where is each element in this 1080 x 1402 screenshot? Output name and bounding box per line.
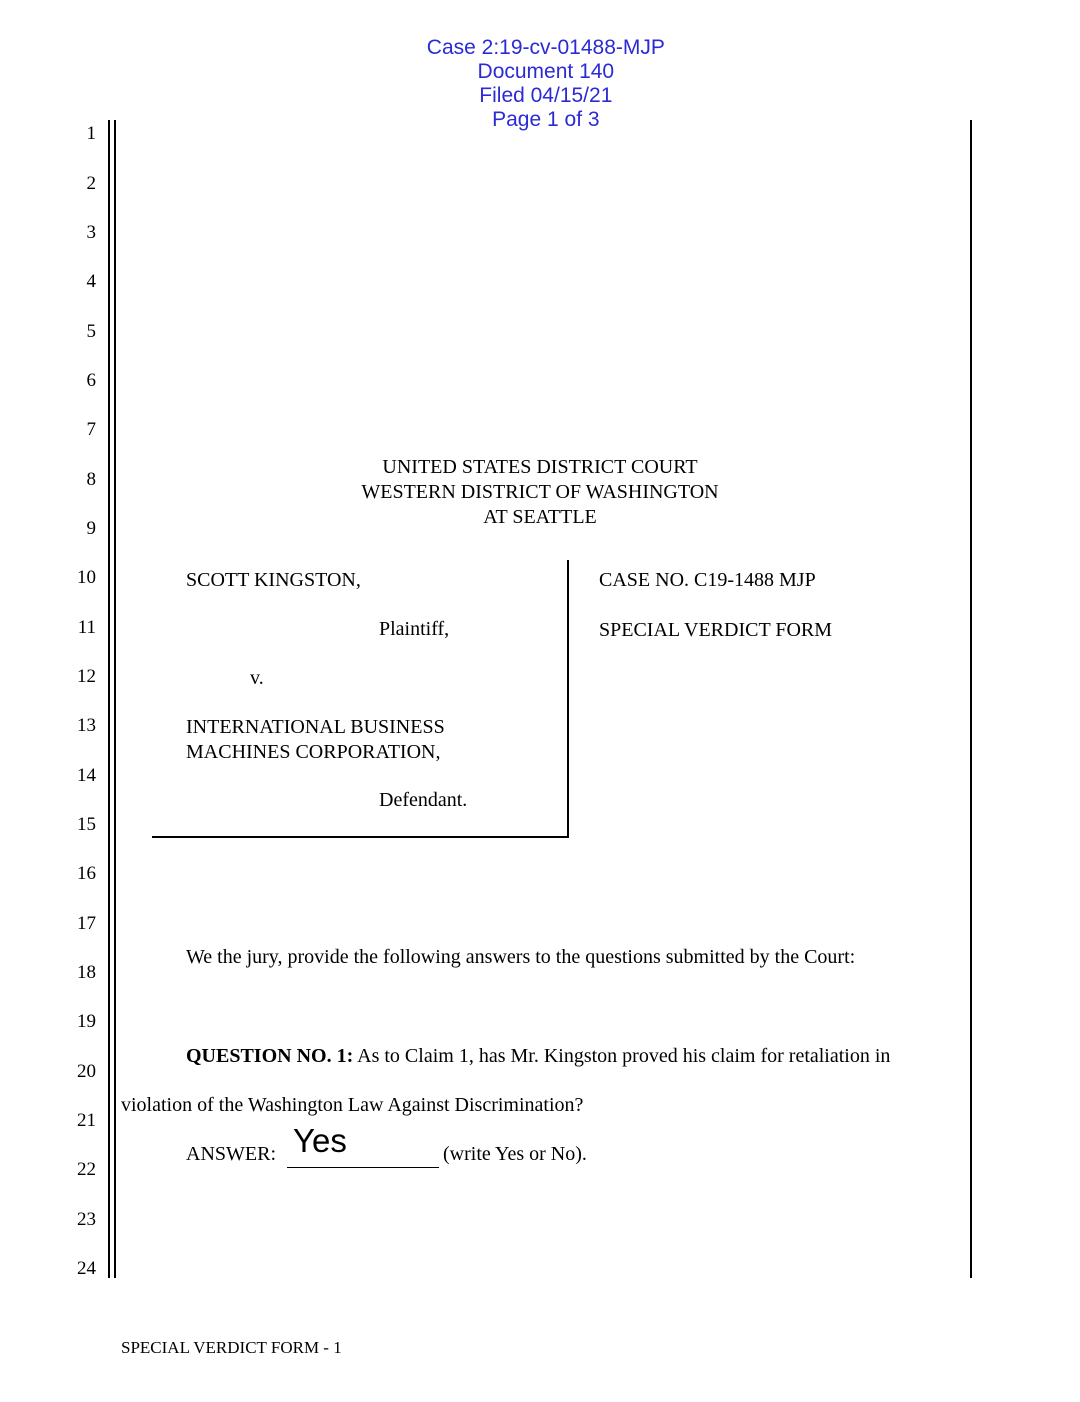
line-number: 9 [86, 518, 96, 539]
line-number: 7 [86, 419, 96, 440]
ecf-document-number: Document 140 [477, 60, 615, 83]
court-location: AT SEATTLE [483, 506, 597, 528]
question-1-line1 [186, 1045, 890, 1068]
line-number: 2 [86, 173, 96, 194]
right-margin-rule [970, 120, 972, 1278]
caption-divider-horizontal [152, 836, 569, 838]
plaintiff-name: SCOTT KINGSTON, [186, 569, 361, 591]
line-number: 22 [77, 1159, 96, 1180]
jury-intro: We the jury, provide the following answers to the questions submitted by the Court: [186, 946, 856, 968]
court-name: UNITED STATES DISTRICT COURT [382, 456, 698, 478]
versus: v. [250, 667, 264, 689]
line-number: 17 [77, 913, 96, 934]
page-footer: SPECIAL VERDICT FORM - 1 [121, 1338, 342, 1357]
line-number: 6 [86, 370, 96, 391]
answer-label: ANSWER: [186, 1143, 276, 1165]
line-number: 1 [86, 123, 96, 144]
line-number: 3 [86, 222, 96, 243]
ecf-filed-date: Filed 04/15/21 [479, 84, 613, 107]
line-number: 19 [77, 1011, 96, 1032]
line-number: 13 [77, 715, 96, 736]
line-number: 21 [77, 1110, 96, 1131]
ecf-case-number: Case 2:19-cv-01488-MJP [426, 36, 665, 59]
line-number: 16 [77, 863, 96, 884]
plaintiff-label: Plaintiff, [379, 618, 450, 640]
line-number: 15 [77, 814, 96, 835]
answer-blank-line [287, 1167, 439, 1168]
ecf-header [0, 12, 1080, 132]
court-district: WESTERN DISTRICT OF WASHINGTON [361, 481, 719, 503]
question-1-text: As to Claim 1, has Mr. Kingston proved his claim for retaliation in [353, 1045, 891, 1067]
answer-hint: (write Yes or No). [443, 1143, 587, 1165]
line-number: 24 [77, 1258, 96, 1279]
left-margin-rule-inner [114, 120, 116, 1278]
answer-value: Yes [293, 1122, 347, 1159]
question-1-label: QUESTION NO. 1: [186, 1045, 354, 1067]
form-title: SPECIAL VERDICT FORM [599, 619, 833, 641]
line-number: 8 [86, 469, 96, 490]
line-number: 10 [77, 567, 96, 588]
line-number: 23 [77, 1209, 96, 1230]
line-number: 5 [86, 321, 96, 342]
line-number: 11 [77, 617, 96, 638]
ecf-page-indicator: Page 1 of 3 [492, 108, 600, 131]
defendant-label: Defendant. [379, 789, 468, 811]
question-1-line2: violation of the Washington Law Against Discrimination? [121, 1094, 584, 1116]
line-number: 4 [86, 271, 96, 292]
line-number: 18 [77, 962, 96, 983]
line-number: 20 [77, 1061, 96, 1082]
left-margin-rule-outer [108, 120, 110, 1278]
defendant-name-line2: MACHINES CORPORATION, [186, 741, 441, 763]
caption-divider-vertical [567, 560, 569, 838]
defendant-name-line1: INTERNATIONAL BUSINESS [186, 716, 445, 738]
case-number: CASE NO. C19-1488 MJP [599, 569, 816, 591]
line-number: 12 [77, 666, 96, 687]
line-number: 14 [77, 765, 96, 786]
